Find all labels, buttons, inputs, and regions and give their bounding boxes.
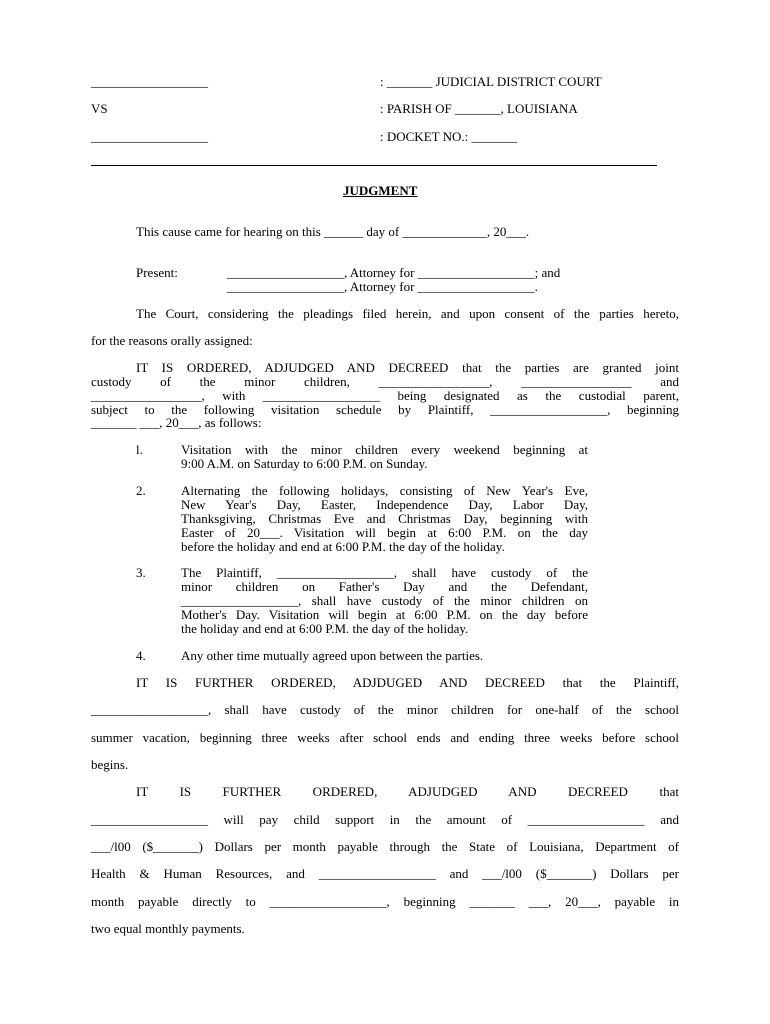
item-3-line-1: The Plaintiff, __________________, shall have custody of the [181, 565, 588, 580]
item-number: 2. [136, 483, 146, 498]
item-2-line-2: New Year's Day, Easter, Independence Day, Labor Day, [181, 497, 588, 512]
support-line-6: two equal monthly payments. [91, 921, 245, 936]
item-3-line-3: __________________, shall have custody of the minor children on [181, 593, 588, 608]
support-line-3: ___/l00 ($_______) Dollars per month payable through the State of Louisiana, Department of [91, 839, 679, 854]
caption-divider [91, 165, 657, 166]
summer-line-3: summer vacation, beginning three weeks after school ends and ending three weeks before school [91, 730, 679, 745]
caption-party-1-blank: __________________ [91, 74, 208, 89]
considering-line-1: The Court, considering the pleadings filed herein, and upon consent of the parties hereto, [136, 306, 679, 321]
item-2-line-1: Alternating the following holidays, consisting of New Year's Eve, [181, 483, 588, 498]
item-1-line-2: 9:00 A.M. on Saturday to 6:00 P.M. on Sunday. [181, 456, 428, 471]
caption-vs: VS [91, 101, 108, 116]
item-3-line-5: the holiday and end at 6:00 P.M. the day of the holiday. [181, 621, 469, 636]
item-4-line-1: Any other time mutually agreed upon between the parties. [181, 648, 484, 663]
caption-docket-line: : DOCKET NO.: _______ [380, 129, 517, 144]
custody-line-4: subject to the following visitation schedule by Plaintiff, __________________, beginning [91, 402, 679, 417]
custody-line-1: IT IS ORDERED, ADJUDGED AND DECREED that the parties are granted joint [136, 360, 679, 375]
support-line-2: __________________ will pay child support in the amount of __________________ and [91, 812, 679, 827]
item-number: 3. [136, 565, 146, 580]
present-attorney-line-1: __________________, Attorney for __________________; and [227, 265, 561, 280]
summer-line-1: IT IS FURTHER ORDERED, ADJDUGED AND DECREED that the Plaintiff, [136, 675, 679, 690]
item-2-line-3: Thanksgiving, Christmas Eve and Christmas Day, beginning with [181, 511, 588, 526]
item-3-line-2: minor children on Father's Day and the Defendant, [181, 579, 588, 594]
present-attorney-line-2: __________________, Attorney for __________________. [227, 279, 538, 294]
item-2-line-5: before the holiday and end at 6:00 P.M. the day of the holiday. [181, 539, 505, 554]
item-3-line-4: Mother's Day. Visitation will begin at 6:00 P.M. on the day before [181, 607, 588, 622]
support-line-1: IT IS FURTHER ORDERED, ADJUDGED AND DECREED that [136, 784, 679, 799]
caption-court-line: : _______ JUDICIAL DISTRICT COURT [380, 74, 602, 89]
item-2-line-4: Easter of 20___. Visitation will begin at 6:00 P.M. on the day [181, 525, 588, 540]
caption-party-2-blank: __________________ [91, 129, 208, 144]
item-number: l. [136, 442, 143, 457]
summer-line-4: begins. [91, 757, 129, 772]
custody-line-5: _______ ___, 20___, as follows: [91, 415, 262, 430]
considering-line-2: for the reasons orally assigned: [91, 333, 253, 348]
summer-line-2: __________________, shall have custody of the minor children for one-half of the school [91, 702, 679, 717]
item-1-line-1: Visitation with the minor children every weekend beginning at [181, 442, 588, 457]
custody-line-2: custody of the minor children, _________________, _________________ and [91, 374, 679, 389]
hearing-sentence: This cause came for hearing on this ______ day of _____________, 20___. [136, 224, 530, 239]
support-line-5: month payable directly to __________________, beginning _______ ___, 20___, payable in [91, 894, 679, 909]
caption-parish-line: : PARISH OF _______, LOUISIANA [380, 101, 578, 116]
item-number: 4. [136, 648, 146, 663]
document-title: JUDGMENT [343, 183, 418, 198]
support-line-4: Health & Human Resources, and __________________ and ___/l00 ($_______) Dollars per [91, 866, 679, 881]
present-label: Present: [136, 265, 178, 280]
custody-line-3: _________________, with __________________ being designated as the custodial parent, [91, 388, 679, 403]
